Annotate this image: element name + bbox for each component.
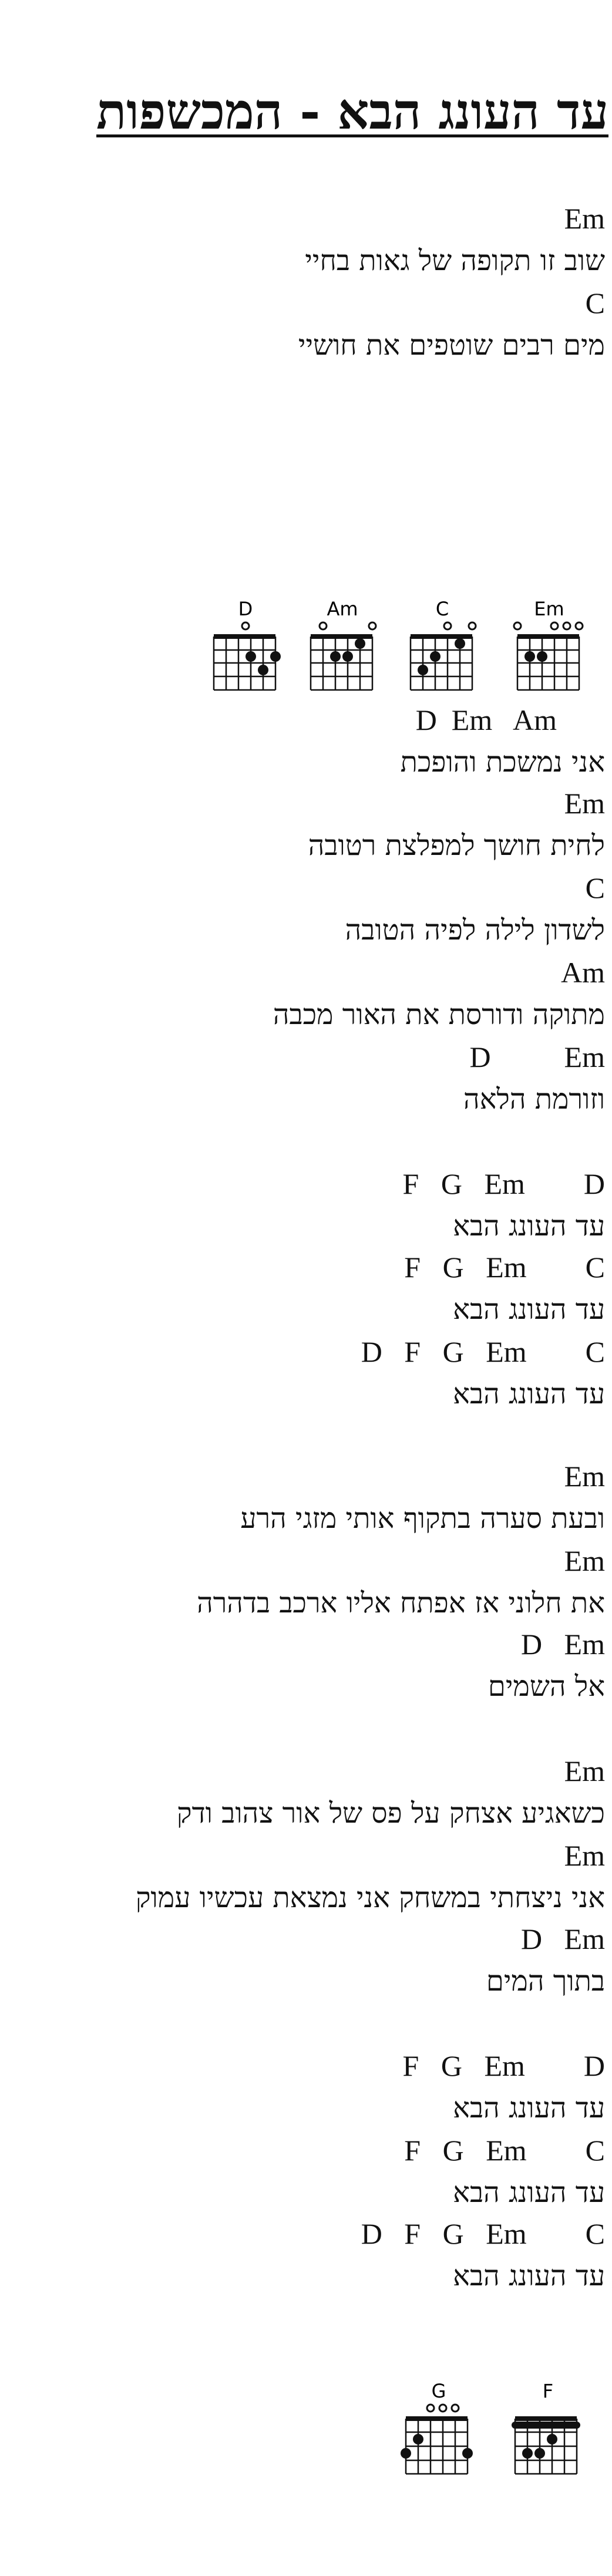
chord-diagram-label: D [238,598,253,620]
lyric-line: בתוך המים [486,1965,605,1998]
lyric-line: עד העונג הבא [453,2092,605,2124]
lyric-line: אני נמשכת והופכת [400,746,605,779]
chord-line: D Em Am [415,703,557,736]
lyric-line: עד העונג הבא [453,1293,605,1326]
chord-line: F G Em D [402,2049,605,2082]
lyric-line: את חלוני אז אפתח אליו ארכב בדהרה [197,1587,605,1619]
lyric-line: מתוקה ודורסת את האור מכבה [273,998,605,1031]
chord-line: F G Em C [404,2134,605,2167]
lyric-line: כשאגיע אצחק על פס של אור צהוב ודק [176,1797,605,1830]
lyric-line: עד העונג הבא [453,1210,605,1242]
lyric-line: אל השמים [487,1670,605,1703]
chord-line: F G Em C [404,1251,605,1284]
chord-line: C [585,287,605,319]
chord-diagram-f [510,2375,586,2480]
chord-line: Em [564,1460,605,1493]
lyric-line: לשדון לילה לפיה הטובה [345,914,605,947]
chord-line: F G Em D [402,1167,605,1200]
lyric-line: עד העונג הבא [453,2176,605,2209]
chord-line: C [585,871,605,904]
lyric-line: שוב זו תקופה של גאות בחיי [305,244,605,277]
chord-diagram-d [209,593,283,695]
lyric-line: לחית חושך למפלצת רטובה [308,829,605,862]
song-title: עד העונג הבא - המכשפות [96,82,608,140]
chord-line: Am [561,956,605,989]
chord-diagram-g [401,2375,477,2480]
chord-diagram-label: Em [534,598,564,620]
chord-diagram-label: C [435,598,449,620]
chord-line: Em [564,787,605,820]
chord-line: Em [564,202,605,235]
chord-line: D Em [520,1922,605,1955]
lyric-line: וזורמת הלאה [463,1083,605,1116]
lyric-line: אני ניצחתי במשחק אני נמצאת עכשיו עמוק [135,1881,605,1914]
chord-diagram-label: F [542,2380,554,2402]
chord-line: D Em [469,1040,605,1073]
chord-line: Em [564,1544,605,1577]
chord-diagram-em [512,593,586,695]
chord-line: D F G Em C [361,2217,605,2250]
lyric-line: עד העונג הבא [453,1378,605,1410]
chord-line: Em [564,1839,605,1872]
lyric-line: עד העונג הבא [453,2260,605,2292]
chord-line: D F G Em C [361,1335,605,1368]
chord-diagram-am [305,593,379,695]
chord-diagram-label: G [431,2380,446,2402]
lyric-line: מים רבים שוטפים את חושיי [298,329,605,362]
chord-line: Em [564,1755,605,1787]
chord-line: D Em [520,1628,605,1661]
chord-diagram-label: Am [327,598,358,620]
chord-diagram-c [405,593,479,695]
lyric-line: ובעת סערה בתקוף אותי מזגי הרע [240,1502,605,1535]
